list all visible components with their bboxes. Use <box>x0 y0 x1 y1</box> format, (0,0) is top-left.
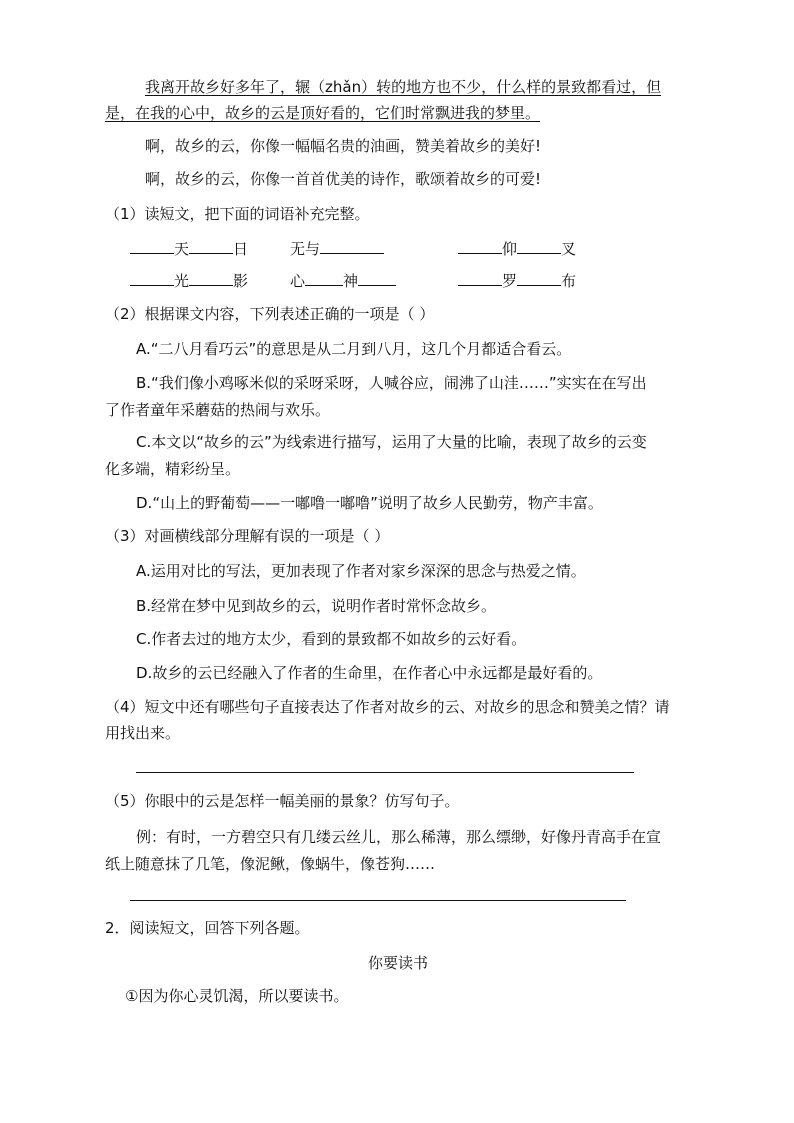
passage-line-4: 啊，故乡的云，你像一首首优美的诗作，歌颂着故乡的可爱! <box>145 170 542 188</box>
blank[interactable] <box>189 239 233 254</box>
q3-option-c: C.作者去过的地方太少，看到的景致都不如故乡的云好看。 <box>136 630 527 648</box>
blank[interactable] <box>189 271 233 286</box>
q2-option-c-line1: C.本文以“故乡的云”为线索进行描写，运用了大量的比喻，表现了故乡的云变 <box>136 433 647 451</box>
q4-prompt-line2: 用找出来。 <box>105 724 181 742</box>
blank[interactable] <box>458 271 502 286</box>
q3-prompt: （3）对画横线部分理解有误的一项是（ ） <box>105 527 390 545</box>
idiom-3: 仰 叉 <box>458 238 576 260</box>
idiom-4: 光 影 <box>130 270 248 292</box>
idiom-2: 无与 <box>290 238 384 260</box>
idiom-5: 心 神 <box>290 270 396 292</box>
q4-answer-line[interactable] <box>136 772 634 773</box>
blank[interactable] <box>358 271 396 286</box>
article-paragraph-1: ①因为你心灵饥渴，所以要读书。 <box>125 987 349 1005</box>
article-title: 你要读书 <box>368 954 429 972</box>
passage-line-1: 我离开故乡好多年了，辗（zhǎn）转的地方也不少，什么样的景致都看过，但 <box>145 78 662 96</box>
q5-prompt: （5）你眼中的云是怎样一幅美丽的景象？仿写句子。 <box>105 792 460 810</box>
blank[interactable] <box>517 271 561 286</box>
q2-option-d: D.“山上的野葡萄——一嘟噜一嘟噜”说明了故乡人民勤劳，物产丰富。 <box>136 494 603 512</box>
q2-option-c-line2: 化多端，精彩纷呈。 <box>105 460 241 478</box>
blank[interactable] <box>305 271 343 286</box>
blank[interactable] <box>130 271 174 286</box>
q5-example-line1: 例：有时，一方碧空只有几缕云丝儿，那么稀薄，那么缥缈，好像丹青高手在宣 <box>136 828 662 846</box>
q1-prompt: （1）读短文，把下面的词语补充完整。 <box>105 205 370 223</box>
blank[interactable] <box>320 239 384 254</box>
blank[interactable] <box>458 239 502 254</box>
q5-answer-line[interactable] <box>130 900 626 901</box>
q2-option-b-line2: 了作者童年采蘑菇的热闹与欢乐。 <box>105 401 331 419</box>
q3-option-a: A.运用对比的写法，更加表现了作者对家乡深深的思念与热爱之情。 <box>136 562 586 580</box>
q4-prompt-line1: （4）短文中还有哪些句子直接表达了作者对故乡的云、对故乡的思念和赞美之情？请 <box>105 698 670 716</box>
q2-option-a: A.“二八月看巧云”的意思是从二月到八月，这几个月都适合看云。 <box>136 340 572 358</box>
passage-line-2: 是，在我的心中，故乡的云是顶好看的，它们时常飘进我的梦里。 <box>105 104 541 122</box>
q3-option-b: B.经常在梦中见到故乡的云，说明作者时常怀念故乡。 <box>136 597 497 615</box>
q5-example-line2: 纸上随意抹了几笔，像泥鳅，像蜗牛，像苍狗…… <box>105 855 436 873</box>
blank[interactable] <box>517 239 561 254</box>
q2-prompt: （2）根据课文内容，下列表述正确的一项是（ ） <box>105 305 435 323</box>
q2-option-b-line1: B.“我们像小鸡啄米似的采呀采呀，人喊谷应，闹沸了山洼……”实实在在写出 <box>136 374 647 392</box>
passage-line-3: 啊，故乡的云，你像一幅幅名贵的油画，赞美着故乡的美好! <box>145 137 542 155</box>
blank[interactable] <box>130 239 174 254</box>
q3-option-d: D.故乡的云已经融入了作者的生命里，在作者心中永远都是最好看的。 <box>136 664 603 682</box>
idiom-6: 罗 布 <box>458 270 576 292</box>
idiom-1: 天 日 <box>130 238 248 260</box>
section-2-heading: 2．阅读短文，回答下列各题。 <box>105 919 310 937</box>
